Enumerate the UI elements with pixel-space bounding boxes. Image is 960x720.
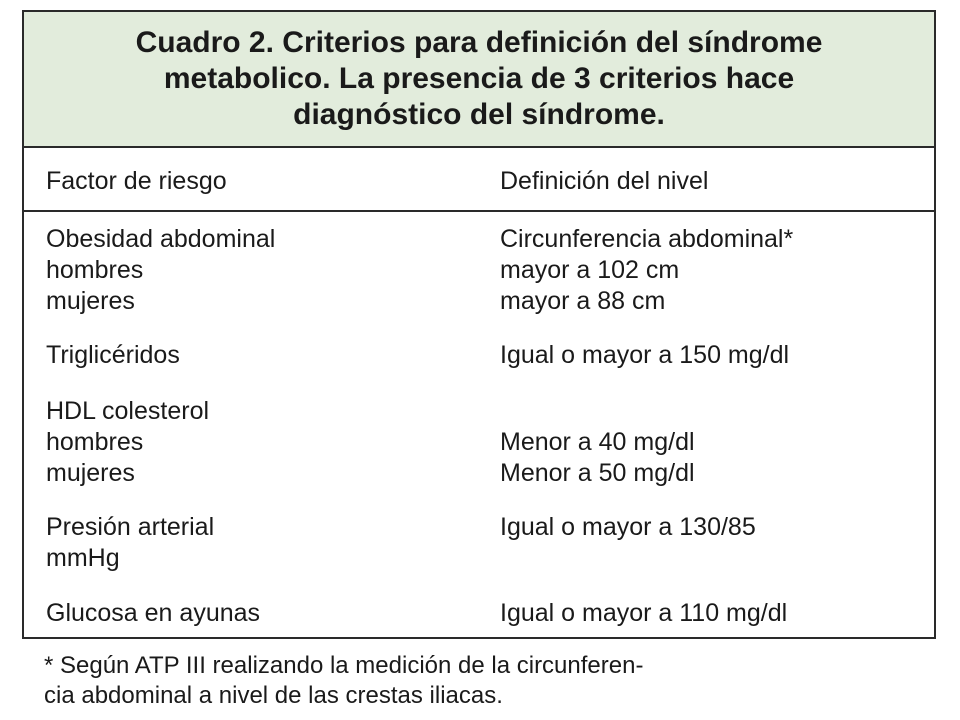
definition-line — [500, 396, 695, 427]
factor-line: Glucosa en ayunas — [46, 599, 261, 627]
header-factor: Factor de riesgo — [46, 167, 227, 195]
factor-cell — [46, 598, 260, 629]
factor-line: Presión arterial — [46, 513, 215, 541]
table-header-row — [24, 148, 934, 212]
header-definition: Definición del nivel — [500, 167, 709, 195]
factor-line: hombres — [46, 428, 144, 456]
table-footnote — [44, 651, 924, 711]
table-row — [24, 396, 934, 492]
factor-line: HDL colesterol — [46, 397, 210, 425]
footnote-line: cia abdominal a nivel de las crestas iliacas. — [44, 682, 503, 709]
table-row — [24, 598, 934, 632]
factor-line: hombres — [46, 256, 144, 284]
factor-line: Triglicéridos — [46, 341, 180, 369]
definition-cell — [500, 512, 756, 543]
table-title-line: Cuadro 2. Criterios para definición del síndrome — [135, 26, 823, 59]
factor-cell — [46, 224, 275, 317]
table-row — [24, 340, 934, 374]
definition-line: Igual o mayor a 150 mg/dl — [500, 341, 790, 369]
definition-line: Igual o mayor a 110 mg/dl — [500, 599, 788, 627]
definition-line: Menor a 50 mg/dl — [500, 459, 695, 487]
factor-line: Obesidad abdominal — [46, 225, 276, 253]
table-row — [24, 512, 934, 576]
table-title-band — [24, 12, 934, 148]
factor-line: mujeres — [46, 459, 135, 487]
definition-cell — [500, 598, 787, 629]
definition-line: mayor a 88 cm — [500, 287, 666, 315]
criteria-table — [22, 10, 936, 639]
definition-line: Igual o mayor a 130/85 — [500, 513, 756, 541]
table-title — [39, 25, 919, 133]
factor-cell — [46, 512, 214, 574]
factor-line: mujeres — [46, 287, 135, 315]
definition-line: Circunferencia abdominal* — [500, 225, 794, 253]
definition-cell — [500, 340, 789, 371]
definition-cell — [500, 224, 793, 317]
table-row — [24, 224, 934, 320]
factor-cell — [46, 396, 209, 489]
factor-cell — [46, 340, 180, 371]
table-title-line: diagnóstico del síndrome. — [293, 98, 665, 131]
table-title-line: metabolico. La presencia de 3 criterios hace — [163, 62, 795, 95]
definition-line: mayor a 102 cm — [500, 256, 680, 284]
definition-cell — [500, 396, 695, 489]
factor-line: mmHg — [46, 544, 120, 572]
footnote-line: * Según ATP III realizando la medición de la circunferen- — [44, 652, 644, 679]
definition-line: Menor a 40 mg/dl — [500, 428, 695, 456]
